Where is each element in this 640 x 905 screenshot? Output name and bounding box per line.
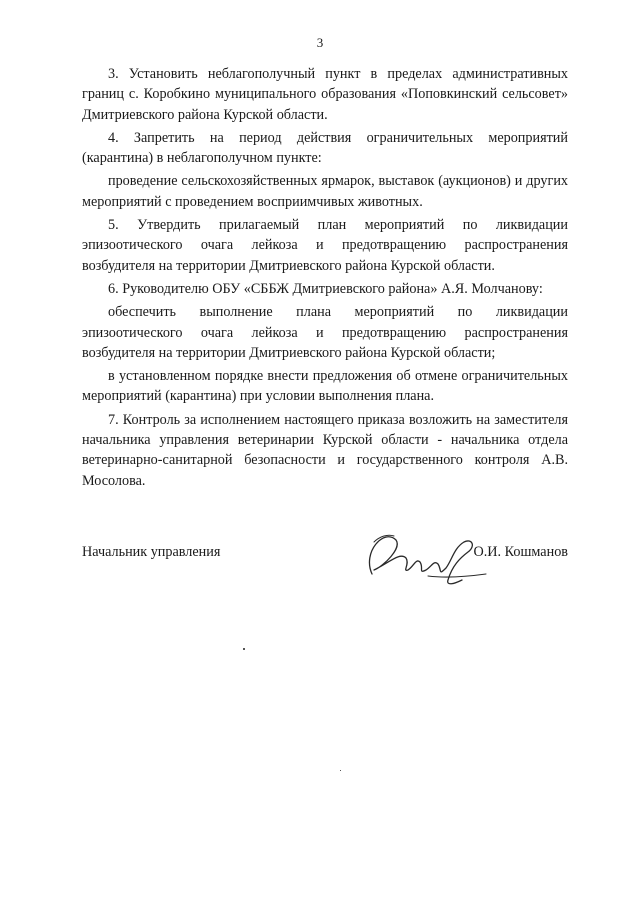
handwritten-signature bbox=[344, 522, 494, 592]
paragraph-item-5: 5. Утвердить прилагаемый план мероприятий по ликвидации эпизоотического очага лейкоза и предотвращению распространения возбудителя на территории Дмитриевского района Курской области. bbox=[82, 217, 568, 274]
document-body bbox=[82, 64, 568, 494]
signer-name: О.И. Кошманов bbox=[473, 544, 568, 560]
scan-speck bbox=[340, 770, 341, 771]
paragraph-item-4: 4. Запретить на период действия ограничительных мероприятий (карантина) в неблагополучном пункте: bbox=[82, 129, 568, 167]
page-number: 3 bbox=[316, 35, 324, 50]
paragraph-item-7: 7. Контроль за исполнением настоящего приказа возложить на заместителя начальника управления ветеринарии Курской области - начальника отдела ветеринарно-санитарной безопасности и государственного контроля А.В. Мосолова. bbox=[82, 411, 568, 489]
paragraph-item-6-sub-1: обеспечить выполнение плана мероприятий по ликвидации эпизоотического очага лейкоза и предотвращению распространения возбудителя на территории Дмитриевского района Курской области; bbox=[82, 304, 568, 361]
paragraph-item-6-sub-2: в установленном порядке внести предложения об отмене ограничительных мероприятий (карантина) при условии выполнения плана. bbox=[82, 368, 568, 405]
paragraph-item-3: 3. Установить неблагополучный пункт в пределах административных границ с. Коробкино муниципального образования «Поповкинский сельсовет» Дмитриевского района Курской области. bbox=[82, 66, 568, 123]
scan-speck bbox=[243, 648, 245, 650]
paragraph-item-4-sub: проведение сельскохозяйственных ярмарок, выставок (аукционов) и других мероприятий с проведением восприимчивых животных. bbox=[82, 173, 568, 210]
paragraph-item-6: 6. Руководителю ОБУ «СББЖ Дмитриевского района» А.Я. Молчанову: bbox=[108, 280, 543, 297]
signer-title: Начальник управления bbox=[82, 544, 221, 560]
